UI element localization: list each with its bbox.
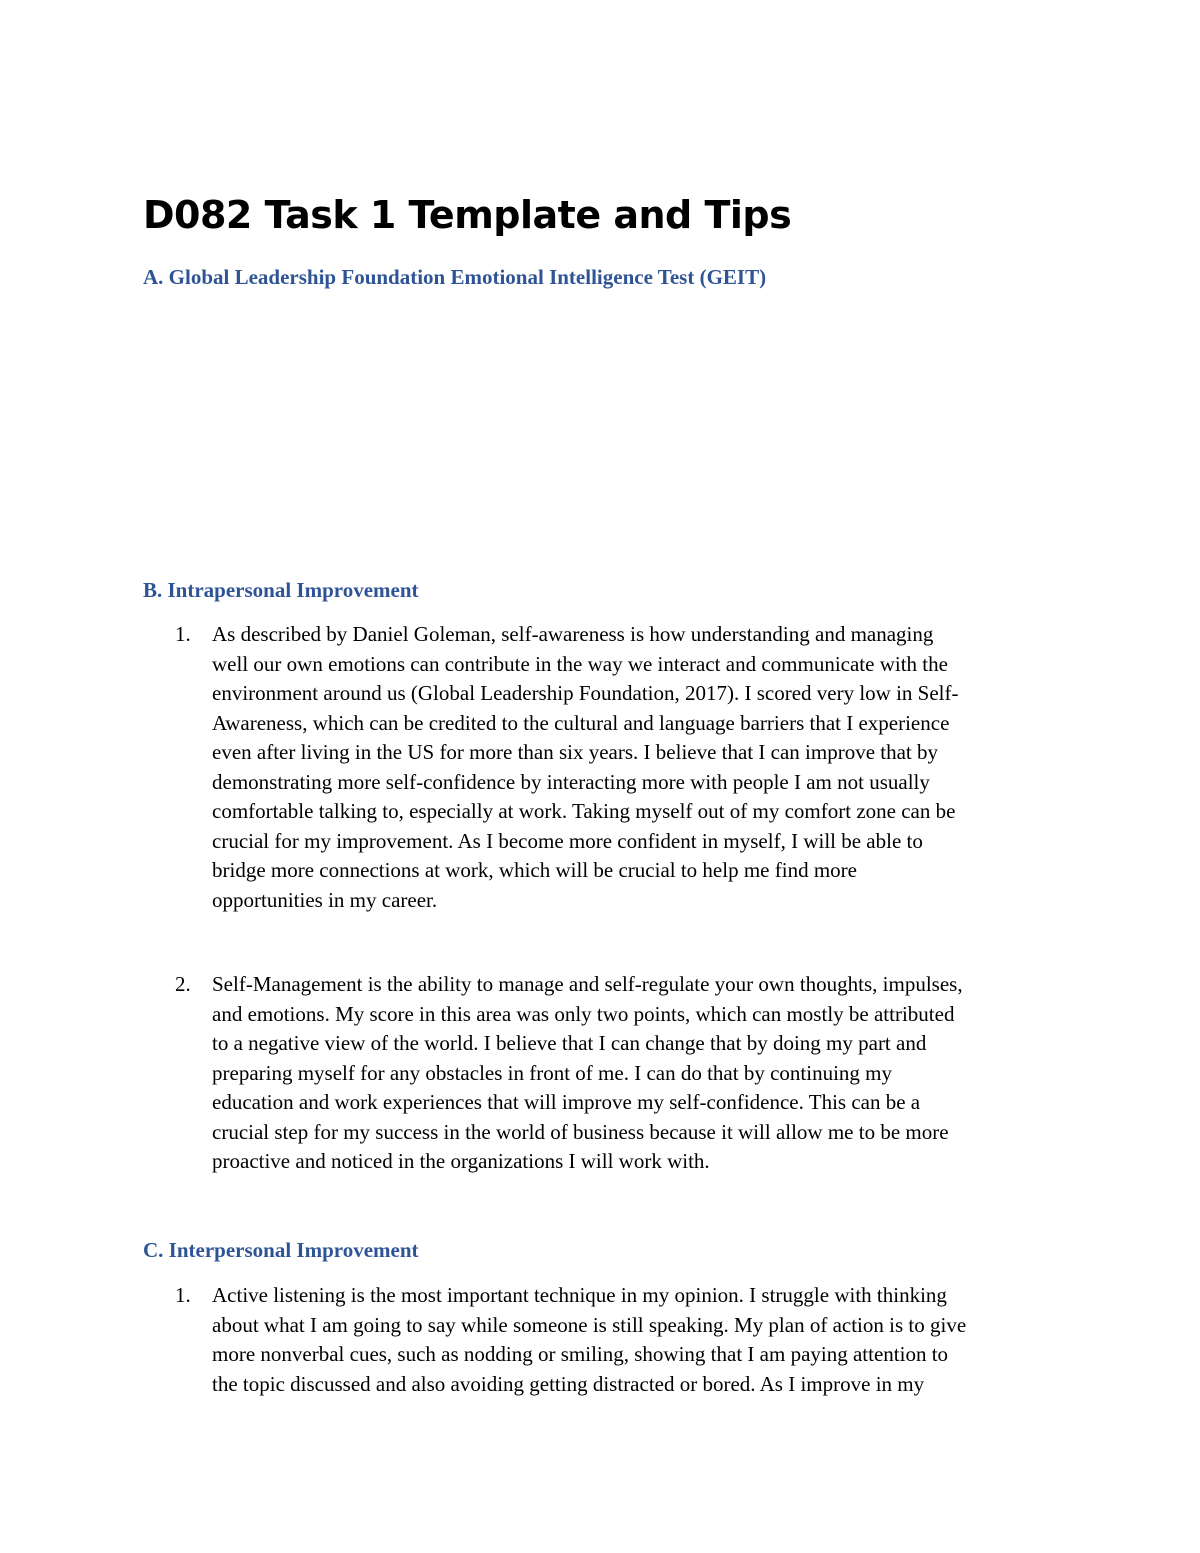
list-item-number: 2. [175, 972, 191, 996]
interpersonal-list [175, 1281, 1072, 1399]
section-heading-geit: A. Global Leadership Foundation Emotional Intelligence Test (GEIT) [143, 265, 767, 289]
list-item-text: Self-Management is the ability to manage and self-regulate your own thoughts, impulses, and emotions. My score in this area was only two points, which can mostly be attributed to a negative view of the world. I believe that I can change that by doing my part and preparing myself for any obstacles in front of me. I can do that by continuing my education and work experiences that will improve my self-confidence. This can be a crucial step for my success in the world of business because it will allow me to be more proactive and noticed in the organizations I will work with. [212, 972, 963, 1173]
list-item-number: 1. [175, 1283, 191, 1307]
list-item-number: 1. [175, 622, 191, 646]
list-item [175, 1281, 1072, 1399]
list-item [175, 620, 1072, 915]
section-heading-interpersonal: C. Interpersonal Improvement [143, 1238, 419, 1262]
intrapersonal-list [175, 620, 1072, 915]
section-heading-intrapersonal: B. Intrapersonal Improvement [143, 578, 419, 602]
intrapersonal-list-continued [175, 970, 1072, 1177]
list-item-text: Active listening is the most important technique in my opinion. I struggle with thinking about what I am going to say while someone is still speaking. My plan of action is to give more nonverbal cues, such as nodding or smiling, showing that I am paying attention to the topic discussed and also avoiding getting distracted or bored. As I improve in my [212, 1283, 967, 1396]
list-item-text: As described by Daniel Goleman, self-awareness is how understanding and managing well our own emotions can contribute in the way we interact and communicate with the environment around us (Global Leadership Foundation, 2017). I scored very low in Self- Awareness, which can be credited to the cultural and language barriers that I experience even after living in the US for more than six years. I believe that I can improve that by demonstrating more self-confidence by interacting more with people I am not usually comfortable talking to, especially at work. Taking myself out of my comfort zone can be crucial for my improvement. As I become more confident in myself, I will be able to bridge more connections at work, which will be crucial to help me find more opportunities in my career. [212, 622, 959, 912]
list-item [175, 970, 1072, 1177]
document-title: D082 Task 1 Template and Tips [143, 193, 792, 237]
